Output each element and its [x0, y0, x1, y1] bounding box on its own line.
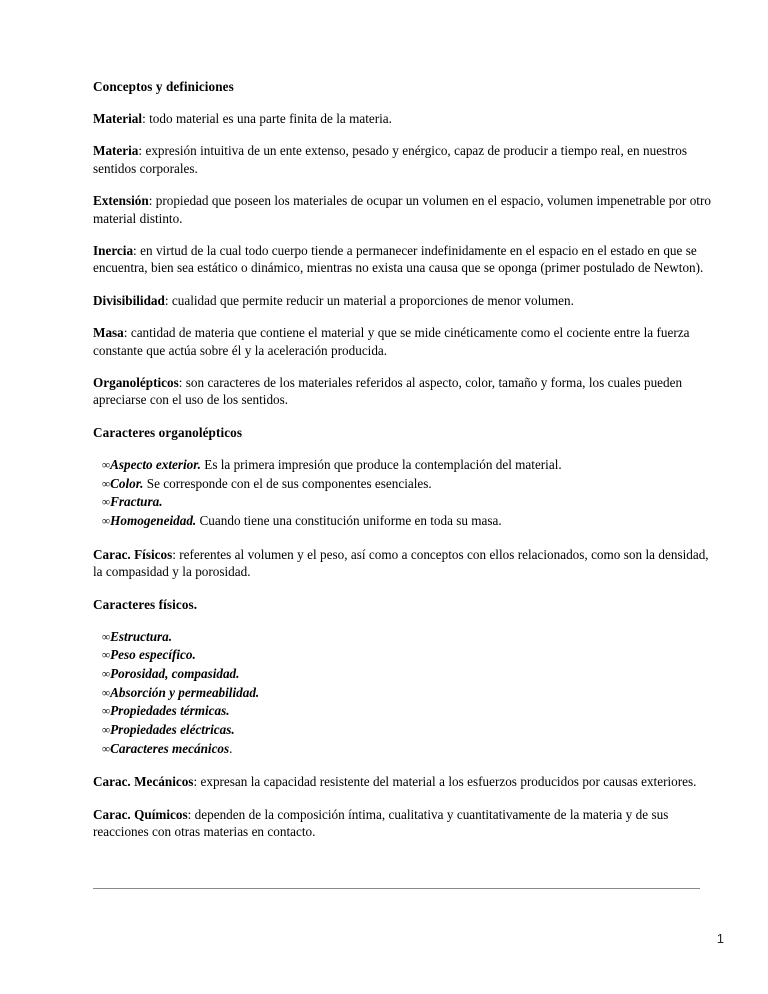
infinity-bullet-icon: ∞ — [102, 743, 111, 756]
definition-term: Inercia — [93, 243, 134, 259]
definition-term: Extensión — [93, 193, 149, 209]
page-number: 1 — [716, 931, 724, 946]
definition-term: Carac. Físicos — [93, 546, 173, 562]
definition-body: : todo material es una parte finita de la materia. — [142, 111, 392, 126]
infinity-bullet-icon: ∞ — [102, 668, 111, 681]
definition-materia — [93, 142, 713, 177]
definition-carac-fisicos — [93, 546, 713, 581]
list-item-term: Caracteres mecánicos — [110, 740, 230, 756]
list-item-term: Color. — [110, 475, 144, 491]
list-item-term: Peso específico. — [110, 647, 196, 663]
definition-term: Materia — [93, 143, 139, 159]
organoleptic-character-list — [93, 456, 713, 531]
infinity-bullet-icon: ∞ — [102, 705, 111, 718]
definition-body: : son caracteres de los materiales referidos al aspecto, color, tamaño y forma, los cuales pueden apreciarse con el uso de los sentidos. — [93, 375, 683, 408]
infinity-bullet-icon: ∞ — [102, 459, 111, 472]
definition-body: : propiedad que poseen los materiales de ocupar un volumen en el espacio, volumen impenetrable por otro material distinto. — [93, 193, 711, 226]
list-item-term: Fractura. — [110, 494, 163, 510]
list-item-term: Propiedades térmicas. — [110, 703, 230, 719]
list-item-term: Estructura. — [110, 628, 173, 644]
definition-term: Carac. Químicos — [93, 806, 188, 822]
infinity-bullet-icon: ∞ — [102, 496, 111, 509]
physical-character-list — [93, 628, 713, 759]
definition-organolepticos — [93, 374, 713, 409]
definition-inercia — [93, 242, 713, 277]
page-title: Conceptos y definiciones — [93, 79, 234, 94]
definition-body: : cantidad de materia que contiene el material y que se mide cinéticamente como el cociente entre la fuerza constante que actúa sobre él y la aceleración producida. — [93, 325, 690, 358]
definition-term: Carac. Mecánicos — [93, 774, 194, 790]
infinity-bullet-icon: ∞ — [102, 478, 111, 491]
list-item — [93, 493, 713, 512]
list-item — [93, 721, 713, 740]
list-item — [93, 512, 713, 531]
list-item — [93, 740, 713, 759]
infinity-bullet-icon: ∞ — [102, 687, 111, 700]
infinity-bullet-icon: ∞ — [102, 724, 111, 737]
definition-term: Masa — [93, 325, 124, 341]
definition-body: : referentes al volumen y el peso, así como a conceptos con ellos relacionados, como son la densidad, la compasidad y la porosidad. — [93, 546, 709, 580]
definition-body: : expresión intuitiva de un ente extenso, pesado y enérgico, capaz de producir a tiempo real, en nuestros sentidos corporales. — [93, 143, 687, 176]
definition-body: : cualidad que permite reducir un material a proporciones de menor volumen. — [164, 292, 574, 308]
infinity-bullet-icon: ∞ — [102, 631, 111, 643]
list-item-term: Homogeneidad. — [110, 512, 197, 528]
definition-divisibilidad — [93, 292, 713, 309]
list-item — [93, 684, 713, 703]
infinity-bullet-icon: ∞ — [102, 649, 111, 662]
section-heading-organolepticos: Caracteres organolépticos — [93, 424, 243, 440]
definition-term: Material — [93, 111, 143, 126]
list-item — [93, 702, 713, 721]
list-item — [93, 475, 713, 494]
document-body — [93, 78, 713, 856]
definition-body: : dependen de la composición íntima, cualitativa y cuantitativamente de la materia y de sus reacciones con otras materias en contacto. — [93, 806, 669, 840]
list-item-desc: Es la primera impresión que produce la contemplación del material. — [200, 456, 562, 472]
list-item — [93, 665, 713, 684]
list-item-term: Propiedades eléctricas. — [110, 722, 235, 738]
list-item-term: Porosidad, compasidad. — [110, 665, 240, 681]
list-item-term: Aspecto exterior. — [110, 456, 201, 472]
infinity-bullet-icon: ∞ — [102, 515, 111, 528]
definition-body: : expresan la capacidad resistente del material a los esfuerzos producidos por causas exteriores. — [193, 774, 697, 790]
footer-divider — [93, 888, 700, 889]
definition-material — [93, 110, 713, 127]
definition-carac-mecanicos — [93, 773, 713, 790]
list-item — [93, 646, 713, 665]
definition-masa — [93, 324, 713, 359]
definition-body: : en virtud de la cual todo cuerpo tiende a permanecer indefinidamente en el espacio en el estado en que se encuentra, bien sea estático o dinámico, mientras no exista una causa que se oponga (primer postulado de Newton). — [93, 243, 704, 276]
list-item-desc: Se corresponde con el de sus componentes esenciales. — [143, 475, 432, 491]
definition-term: Divisibilidad — [93, 292, 165, 308]
list-item — [93, 628, 713, 647]
section-heading-fisicos: Caracteres físicos. — [93, 596, 198, 612]
definition-carac-quimicos — [93, 806, 713, 841]
definition-extension — [93, 192, 713, 227]
list-item — [93, 456, 713, 475]
list-item-term: Absorción y permeabilidad. — [110, 684, 260, 700]
list-item-tail: . — [229, 740, 233, 756]
list-item-desc: Cuando tiene una constitución uniforme en toda su masa. — [196, 512, 502, 528]
definition-term: Organolépticos — [93, 375, 179, 391]
